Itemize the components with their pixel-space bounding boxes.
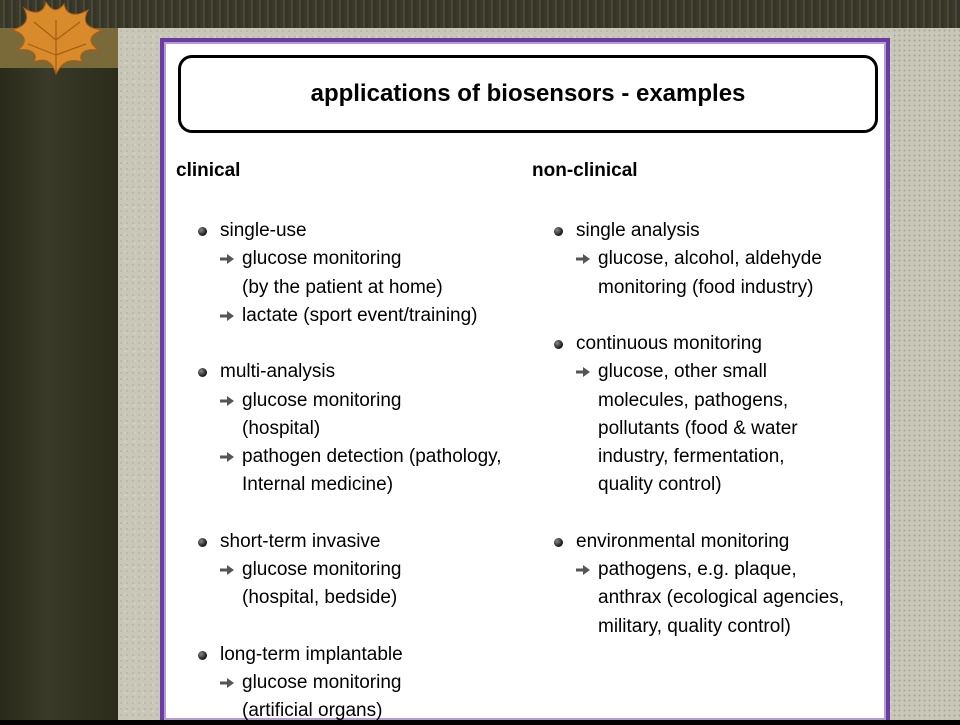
background-right-band [892, 28, 960, 720]
sub-item-line: pathogen detection (pathology, [242, 446, 502, 468]
sub-item-line: Internal medicine) [242, 474, 394, 496]
sub-item-line: glucose monitoring [242, 559, 402, 580]
arrow-icon [576, 367, 590, 377]
sub-item-line: monitoring (food industry) [598, 276, 814, 298]
bullet-icon [554, 227, 563, 236]
background-left [0, 28, 118, 720]
sub-item-line: lactate (sport event/training) [242, 304, 478, 326]
group-label: long-term implantable [220, 643, 403, 665]
sub-item-line: pathogens, e.g. plaque, [598, 559, 797, 580]
arrow-icon [576, 254, 590, 264]
sub-item-line: military, quality control) [598, 615, 791, 637]
group-label: single analysis [576, 220, 700, 241]
arrow-icon [576, 565, 590, 575]
sub-item-line: glucose, other small [598, 361, 767, 383]
sub-item-line: (hospital) [242, 417, 321, 439]
title-box [178, 55, 878, 133]
sub-item-line: (artificial organs) [242, 700, 383, 722]
sub-item-line: glucose monitoring [242, 248, 402, 270]
arrow-icon [220, 678, 234, 688]
group-label: environmental monitoring [576, 530, 790, 552]
sub-item-line: pollutants (food & water [598, 417, 798, 439]
sub-item-line: anthrax (ecological agencies, [598, 587, 845, 609]
arrow-icon [220, 254, 234, 264]
background-top [0, 0, 960, 28]
arrow-icon [220, 396, 234, 406]
bullet-icon [554, 538, 563, 547]
sub-item-line: industry, fermentation, [598, 446, 785, 468]
sub-item-line: glucose, alcohol, aldehyde [598, 248, 822, 270]
group-label: short-term invasive [220, 530, 381, 552]
bullet-icon [554, 340, 563, 349]
sub-item-line: glucose monitoring [242, 671, 402, 693]
sub-item-line: (hospital, bedside) [242, 587, 398, 609]
nonclinical-heading: non-clinical [532, 160, 638, 181]
bullet-icon [198, 538, 207, 547]
bullet-icon [198, 227, 207, 236]
sub-item-line: molecules, pathogens, [598, 389, 789, 411]
group-label: continuous monitoring [576, 332, 762, 354]
slide [160, 38, 890, 720]
arrow-icon [220, 565, 234, 575]
bullet-icon [198, 651, 207, 660]
clinical-heading: clinical [176, 160, 241, 181]
bullet-icon [198, 368, 207, 377]
group-label: multi-analysis [220, 361, 336, 383]
arrow-icon [220, 452, 234, 462]
group-label: single-use [220, 220, 307, 241]
arrow-icon [220, 311, 234, 321]
slide-title: applications of biosensors - examples [310, 80, 746, 107]
sub-item-line: (by the patient at home) [242, 276, 443, 298]
sub-item-line: glucose monitoring [242, 389, 402, 411]
sub-item-line: quality control) [598, 474, 722, 496]
leaf-icon [4, 0, 108, 78]
